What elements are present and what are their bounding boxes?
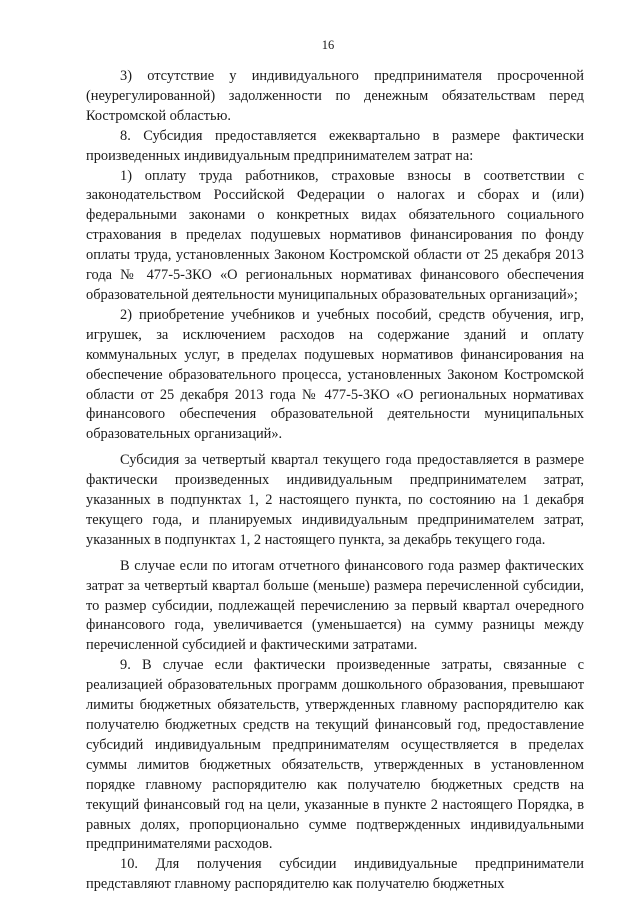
paragraph-section-10: 10. Для получения субсидии индивидуальные предприниматели представляют главному распорядителю как получателю бюджетных bbox=[86, 856, 584, 893]
paragraph-adjustment: В случае если по итогам отчетного финансового года размер фактических затрат за четвертый квартал больше (меньше) размера перечисленной субсидии, то размер субсидии, подлежащей перечислению за первый квартал очередного финансового года, увеличивается (уменьшается) на сумму разницы между перечисленной субсидией и фактическими затратами. bbox=[86, 557, 584, 654]
paragraph-item-1: 1) оплату труда работников, страховые взносы в соответствии с законодательством Российской Федерации о налогах и сборах и (или) федеральными законами о конкретных видах обязательного социального страхования в пределах подушевых нормативов финансирования по фонду оплаты труда, установленных Законом Костромской области от 25 декабря 2013 года № 477-5-ЗКО «О региональных нормативах финансового обеспечения образовательной деятельности муниципальных образовательных организаций»; bbox=[86, 167, 584, 303]
page-number: 16 bbox=[321, 38, 335, 52]
paragraph-section-8: 8. Субсидия предоставляется ежеквартально в размере фактически произведенных индивидуальным предпринимателем затрат на: bbox=[86, 127, 584, 164]
paragraph-item-2: 2) приобретение учебников и учебных пособий, средств обучения, игр, игрушек, за исключением расходов на содержание зданий и оплату коммунальных услуг, в пределах подушевых нормативов финансирования на обеспечение образовательного процесса, установленных Законом Костромской области от 25 декабря 2013 года № 477-5-ЗКО «О региональных нормативах финансового обеспечения образовательной деятельности муниципальных образовательных организаций». bbox=[86, 306, 584, 443]
paragraph-fourth-quarter: Субсидия за четвертый квартал текущего года предоставляется в размере фактически произведенных индивидуальным предпринимателем затрат, указанных в подпунктах 1, 2 настоящего пункта, по состоянию на 1 декабря текущего года, и планируемых индивидуальным предпринимателем затрат, указанных в подпунктах 1, 2 настоящего пункта, за декабрь текущего года. bbox=[86, 452, 584, 548]
paragraph-condition-3: 3) отсутствие у индивидуального предпринимателя просроченной (неурегулированной) задолженности по денежным обязательствам перед Костромской областью. bbox=[86, 68, 584, 124]
paragraph-section-9: 9. В случае если фактически произведенные затраты, связанные с реализацией образовательных программ дошкольного образования, превышают лимиты бюджетных обязательств, утвержденных главному распорядителю как получателю бюджетных средств на текущий финансовый год, предоставление субсидий индивидуальным предпринимателям осуществляется в пределах суммы лимитов бюджетных обязательств, утвержденных в установленном порядке главному распорядителю как получателю бюджетных средств на текущий финансовый год на цели, указанные в пункте 2 настоящего Порядка, в равных долях, пропорционально сумме подтвержденных индивидуальными предпринимателями расходов. bbox=[86, 657, 584, 853]
